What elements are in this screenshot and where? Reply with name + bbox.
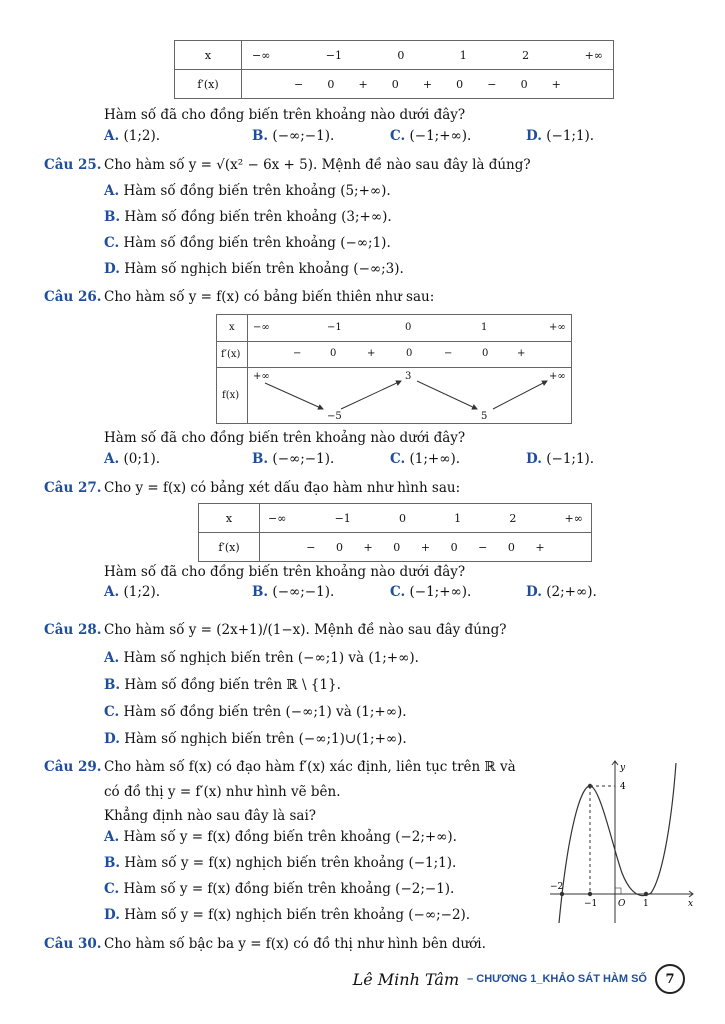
vt-sign: + <box>367 348 376 359</box>
x-value: −1 <box>334 511 351 525</box>
vt-sign: − <box>293 348 302 359</box>
q27-option-b[interactable]: B. (−∞;−1). <box>252 584 335 600</box>
footer-chapter: – CHƯƠNG 1_KHẢO SÁT HÀM SỐ <box>467 973 647 985</box>
q26-label: Câu 26. <box>44 289 102 305</box>
q24-option-b[interactable]: B. (−∞;−1). <box>252 128 335 144</box>
x-value: 2 <box>522 48 530 62</box>
table-header-fprime: f′(x) <box>199 533 260 562</box>
x-value: −∞ <box>268 511 287 525</box>
q26-ask: Hàm số đã cho đồng biến trên khoảng nào dưới đây? <box>104 430 466 446</box>
graph-origin: O <box>618 899 626 909</box>
vt-x-value: −∞ <box>253 322 270 333</box>
q25-option-a[interactable]: A. Hàm số đồng biến trên khoảng (5;+∞). <box>104 183 391 199</box>
graph-tick-4: 4 <box>620 782 626 792</box>
sign-cell: + <box>363 540 373 554</box>
vt-x-value: +∞ <box>549 322 566 333</box>
q27-option-a[interactable]: A. (1;2). <box>104 584 161 600</box>
q27-option-d[interactable]: D. (2;+∞). <box>526 584 597 600</box>
q30-label: Câu 30. <box>44 936 102 952</box>
x-value: +∞ <box>564 511 583 525</box>
vt-x-value: 1 <box>481 322 488 333</box>
q27-option-c[interactable]: C. (−1;+∞). <box>390 584 472 600</box>
q29-text-3: Khẳng định nào sau đây là sai? <box>104 808 317 824</box>
q25-option-c[interactable]: C. Hàm số đồng biến trên khoảng (−∞;1). <box>104 235 391 251</box>
q28-option-c[interactable]: C. Hàm số đồng biến trên (−∞;1) và (1;+∞). <box>104 704 407 720</box>
table-signs <box>260 533 592 562</box>
q28-question: Cho hàm số y = (2x+1)/(1−x). Mệnh đề nào sau đây đúng? <box>104 622 507 638</box>
q27-question: Cho y = f(x) có bảng xét dấu đạo hàm như hình sau: <box>104 480 461 496</box>
q29-option-b[interactable]: B. Hàm số y = f(x) nghịch biến trên khoảng (−1;1). <box>104 855 457 871</box>
q25-option-d[interactable]: D. Hàm số nghịch biến trên khoảng (−∞;3). <box>104 261 404 277</box>
x-value: −∞ <box>252 48 271 62</box>
x-value: 2 <box>509 511 517 525</box>
sign-cell: 0 <box>393 540 401 554</box>
x-value: +∞ <box>584 48 603 62</box>
q24-option-d[interactable]: D. (−1;1). <box>526 128 595 144</box>
q25-label: Câu 25. <box>44 157 102 173</box>
q26-question: Cho hàm số y = f(x) có bảng biến thiên như sau: <box>104 289 435 305</box>
vt-f-value: +∞ <box>253 371 270 382</box>
vt-f-value: +∞ <box>549 371 566 382</box>
graph-y-label: y <box>620 763 626 773</box>
q27-ask: Hàm số đã cho đồng biến trên khoảng nào dưới đây? <box>104 564 466 580</box>
vt-f-label: f(x) <box>222 390 240 401</box>
vt-f-value: 5 <box>481 411 488 422</box>
vt-f-value: 3 <box>405 371 412 382</box>
vt-x-value: −1 <box>327 322 342 333</box>
q30-question: Cho hàm số bậc ba y = f(x) có đồ thị như hình bên dưới. <box>104 936 486 952</box>
sign-cell: − <box>478 540 488 554</box>
q26-option-c[interactable]: C. (1;+∞). <box>390 451 461 467</box>
variation-table <box>216 314 572 424</box>
vt-f-value: −5 <box>327 411 342 422</box>
q29-label: Câu 29. <box>44 759 102 775</box>
q25-option-b[interactable]: B. Hàm số đồng biến trên khoảng (3;+∞). <box>104 209 392 225</box>
page-footer <box>353 964 685 994</box>
q28-option-b[interactable]: B. Hàm số đồng biến trên ℝ \ {1}. <box>104 677 341 693</box>
q28-option-a[interactable]: A. Hàm số nghịch biến trên (−∞;1) và (1;+∞). <box>104 650 419 666</box>
sign-cell: 0 <box>507 540 515 554</box>
sign-table-1 <box>174 40 614 99</box>
vt-sign: 0 <box>406 348 413 359</box>
x-value: 0 <box>397 48 405 62</box>
q25-question: Cho hàm số y = √(x² − 6x + 5). Mệnh đề nào sau đây là đúng? <box>104 157 531 173</box>
table-signs <box>242 70 614 99</box>
page-number: 7 <box>655 964 685 994</box>
q26-option-b[interactable]: B. (−∞;−1). <box>252 451 335 467</box>
x-value: 0 <box>398 511 406 525</box>
sign-cell: + <box>535 540 545 554</box>
sign-cell: − <box>294 77 304 91</box>
table-x-values <box>260 504 592 533</box>
x-value: −1 <box>325 48 342 62</box>
sign-table-2 <box>198 503 592 562</box>
sign-cell: − <box>306 540 316 554</box>
sign-cell: 0 <box>327 77 335 91</box>
q27-label: Câu 27. <box>44 480 102 496</box>
sign-cell: − <box>487 77 497 91</box>
graph-x-label: x <box>688 899 694 909</box>
q24-question: Hàm số đã cho đồng biến trên khoảng nào dưới đây? <box>104 107 466 123</box>
vt-sign: 0 <box>330 348 337 359</box>
q28-label: Câu 28. <box>44 622 102 638</box>
vt-sign: 0 <box>482 348 489 359</box>
vt-x-value: 0 <box>405 322 412 333</box>
q29-option-a[interactable]: A. Hàm số y = f(x) đồng biến trên khoảng (−2;+∞). <box>104 829 457 845</box>
sign-cell: 0 <box>450 540 458 554</box>
sign-cell: 0 <box>520 77 528 91</box>
sign-cell: 0 <box>336 540 344 554</box>
q29-option-c[interactable]: C. Hàm số y = f(x) đồng biến trên khoảng (−2;−1). <box>104 881 455 897</box>
table-header-fprime: f′(x) <box>175 70 242 99</box>
graph-tick-m2: −2 <box>550 882 564 892</box>
sign-cell: + <box>422 77 433 91</box>
q24-option-a[interactable]: A. (1;2). <box>104 128 161 144</box>
sign-cell: + <box>358 77 368 91</box>
sign-cell: + <box>420 540 431 554</box>
graph-tick-m1: −1 <box>584 899 598 909</box>
sign-cell: 0 <box>456 77 464 91</box>
q26-option-d[interactable]: D. (−1;1). <box>526 451 595 467</box>
q29-text-2: có đồ thị y = f′(x) như hình vẽ bên. <box>104 784 341 800</box>
x-value: 1 <box>454 511 462 525</box>
q28-option-d[interactable]: D. Hàm số nghịch biến trên (−∞;1)∪(1;+∞). <box>104 731 407 747</box>
vt-arrows <box>217 315 571 423</box>
q29-graph <box>548 758 698 928</box>
q29-option-d[interactable]: D. Hàm số y = f(x) nghịch biến trên khoảng (−∞;−2). <box>104 907 471 923</box>
vt-sign: − <box>444 348 453 359</box>
vt-x-label: x <box>229 322 235 333</box>
table-header-x: x <box>175 41 242 70</box>
sign-cell: + <box>551 77 561 91</box>
q29-text-1: Cho hàm số f(x) có đạo hàm f′(x) xác định, liên tục trên ℝ và <box>104 759 516 775</box>
sign-cell: 0 <box>391 77 399 91</box>
vt-sign: + <box>517 348 526 359</box>
vt-fprime-label: f′(x) <box>221 349 241 360</box>
table-x-values <box>242 41 614 70</box>
x-value: 1 <box>459 48 467 62</box>
graph-tick-1: 1 <box>643 899 649 909</box>
footer-author: Lê Minh Tâm <box>352 969 460 989</box>
q24-option-c[interactable]: C. (−1;+∞). <box>390 128 472 144</box>
table-header-x: x <box>199 504 260 533</box>
q26-option-a[interactable]: A. (0;1). <box>104 451 161 467</box>
